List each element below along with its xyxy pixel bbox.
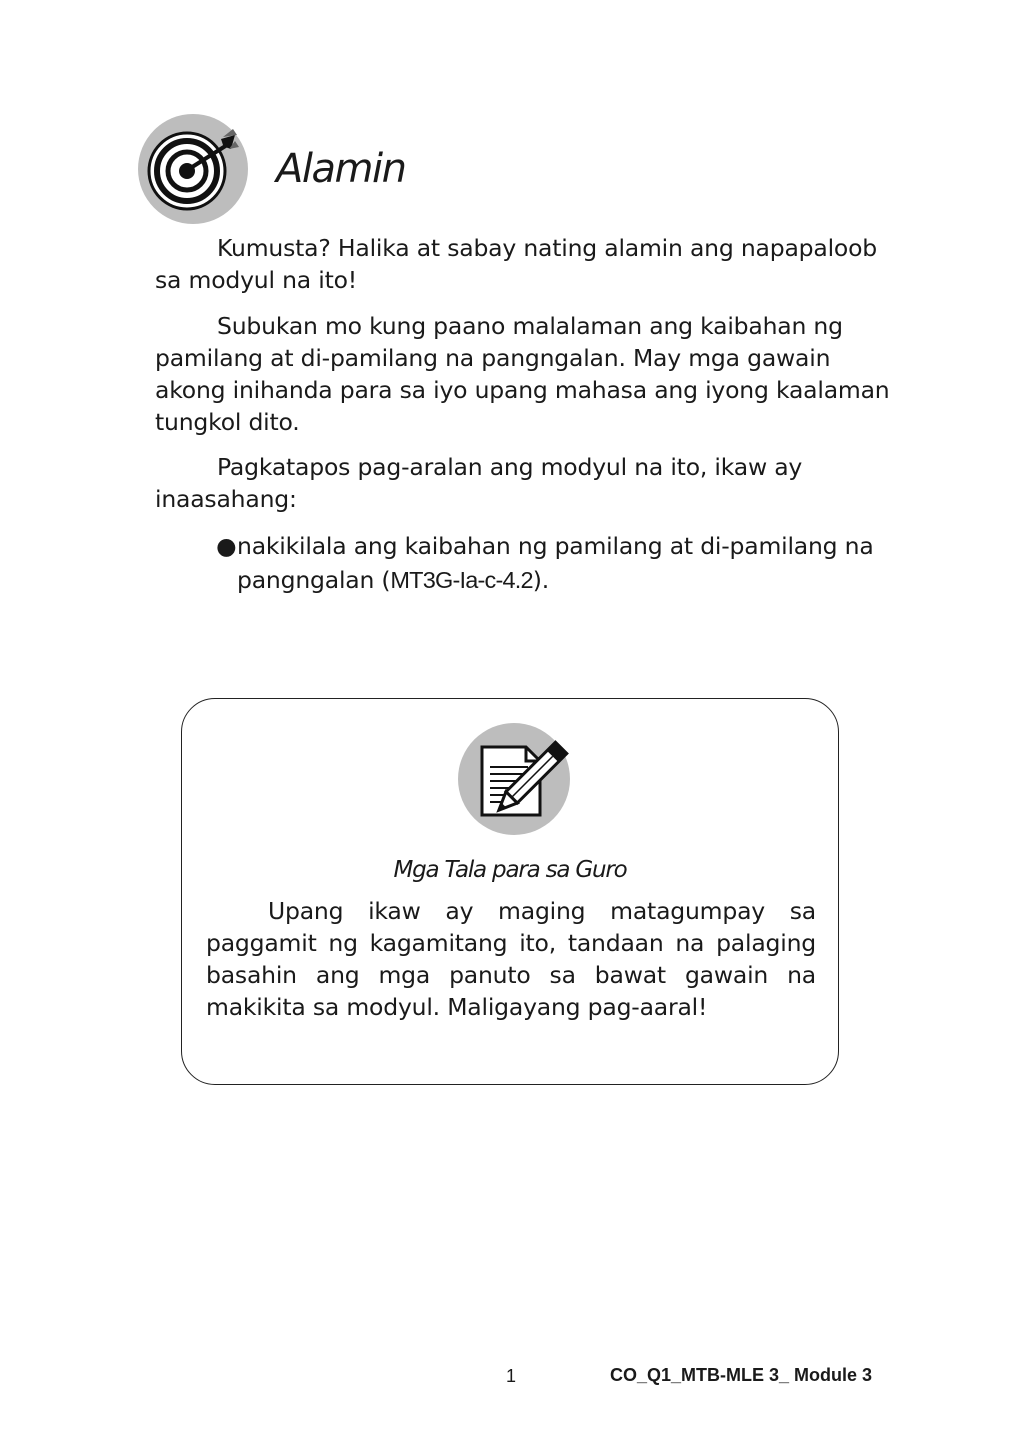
- objective-text-after: ).: [532, 566, 550, 594]
- description-paragraph-text: Subukan mo kung paano malalaman ang kaibahan ng pamilang at di-pamilang na pangngalan. May mga gawain akong inihanda para sa iyo upang mahasa ang iyong kaalaman tungkol dito.: [155, 312, 890, 436]
- expectation-paragraph-text: Pagkatapos pag-aralan ang modyul na ito, ikaw ay inaasahang:: [155, 453, 803, 513]
- page-number: 1: [506, 1366, 517, 1386]
- description-paragraph: [155, 310, 905, 438]
- objective-list-item: [216, 529, 896, 597]
- teacher-note-heading: Mga Tala para sa Guro: [393, 857, 627, 883]
- document-pencil-icon: [456, 721, 572, 837]
- intro-paragraph-text: Kumusta? Halika at sabay nating alamin ang napapaloob sa modyul na ito!: [155, 234, 877, 294]
- teacher-note-box: [181, 698, 839, 1085]
- intro-paragraph: [155, 232, 905, 296]
- expectation-paragraph: [155, 451, 905, 515]
- target-icon: [137, 113, 249, 225]
- section-title: Alamin: [276, 146, 406, 192]
- module-code: CO_Q1_MTB-MLE 3_ Module 3: [610, 1365, 873, 1385]
- objective-text-before: nakikilala ang kaibahan ng pamilang at di-pamilang na pangngalan (: [237, 532, 874, 594]
- teacher-note-paragraph: [206, 895, 816, 1023]
- objective-text: [216, 529, 896, 597]
- competency-code: MT3G-Ia-c-4.2: [390, 567, 533, 593]
- bullet-marker: ●: [216, 532, 237, 560]
- teacher-note-text: Upang ikaw ay maging matagumpay sa paggamit ng kagamitang ito, tandaan na palaging basahin ang mga panuto sa bawat gawain na makikita sa modyul. Maligayang pag-aaral!: [206, 897, 816, 1021]
